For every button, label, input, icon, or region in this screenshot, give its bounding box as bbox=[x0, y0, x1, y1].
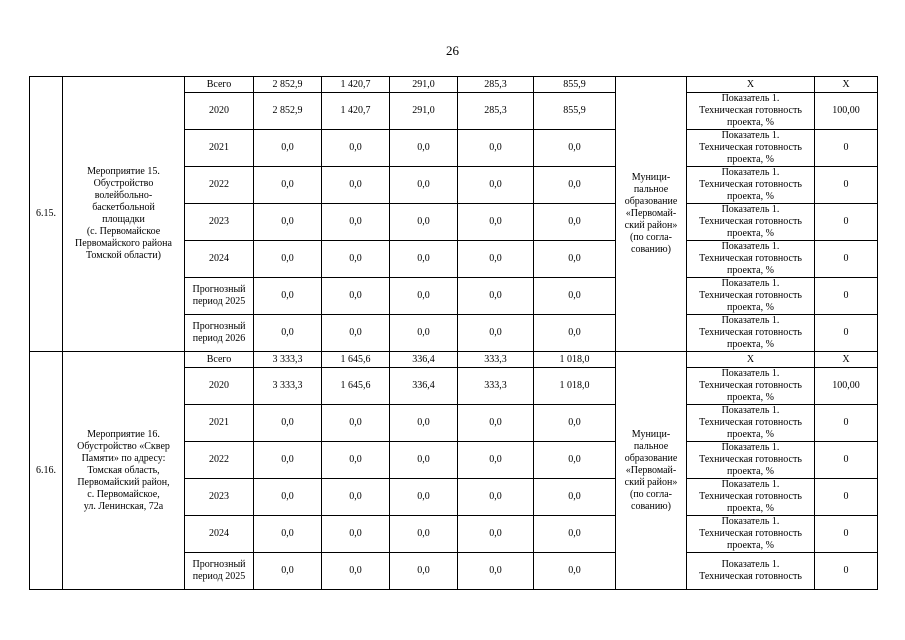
amount-cell: 1 018,0 bbox=[534, 352, 616, 368]
indicator-line: Техническая готовность bbox=[699, 327, 802, 338]
description-line: Обустройство «Сквер bbox=[77, 440, 170, 452]
indicator-line: проекта, % bbox=[727, 265, 774, 276]
indicator-line: Показатель 1. bbox=[721, 204, 780, 215]
amount-cell: 0,0 bbox=[458, 241, 534, 278]
amount-cell: 0,0 bbox=[458, 442, 534, 479]
table-body bbox=[30, 77, 878, 590]
amount-cell: 291,0 bbox=[390, 77, 458, 93]
amount-cell: 0,0 bbox=[534, 442, 616, 479]
amount-cell: 0,0 bbox=[390, 315, 458, 352]
amount-cell: 0,0 bbox=[254, 479, 322, 516]
period-line: период 2025 bbox=[192, 571, 246, 582]
executor-line: Муници- bbox=[631, 172, 671, 183]
indicator-line: Техническая готовность bbox=[699, 528, 802, 539]
amount-cell: 3 333,3 bbox=[254, 352, 322, 368]
executor-line: сованию) bbox=[631, 244, 671, 255]
table-row bbox=[30, 352, 878, 368]
amount-cell: 291,0 bbox=[390, 93, 458, 130]
indicator-line: проекта, % bbox=[727, 154, 774, 165]
indicator-line: проекта, % bbox=[727, 503, 774, 514]
amount-cell: 0,0 bbox=[390, 442, 458, 479]
executor-line: «Первомай- bbox=[625, 208, 677, 219]
period-line: Прогнозный bbox=[192, 284, 246, 295]
amount-cell: 0,0 bbox=[534, 553, 616, 590]
amount-cell: 0,0 bbox=[254, 315, 322, 352]
executor-cell bbox=[616, 77, 687, 352]
amount-cell: 0,0 bbox=[322, 442, 390, 479]
indicator-value-cell: 100,00 bbox=[815, 93, 878, 130]
executor-line: пальное bbox=[633, 184, 669, 195]
amount-cell: 336,4 bbox=[390, 352, 458, 368]
period-cell bbox=[185, 241, 254, 278]
amount-cell: 0,0 bbox=[254, 130, 322, 167]
indicator-line: Техническая готовность bbox=[699, 142, 802, 153]
indicator-line: Техническая готовность bbox=[699, 179, 802, 190]
indicator-value-cell: 0 bbox=[815, 315, 878, 352]
amount-cell: 0,0 bbox=[458, 553, 534, 590]
amount-cell: 0,0 bbox=[254, 516, 322, 553]
period-cell bbox=[185, 278, 254, 315]
description-line: (с. Первомайское bbox=[86, 226, 161, 237]
indicator-line: Показатель 1. bbox=[721, 241, 780, 252]
amount-cell: 0,0 bbox=[254, 405, 322, 442]
amount-cell: 1 645,6 bbox=[322, 352, 390, 368]
indicator-line: Показатель 1. bbox=[721, 278, 780, 289]
indicator-cell bbox=[687, 241, 815, 278]
indicator-cell bbox=[687, 368, 815, 405]
period-line: период 2025 bbox=[192, 296, 246, 307]
period-line: Всего bbox=[206, 353, 232, 365]
indicator-line: Показатель 1. bbox=[721, 479, 780, 490]
period-cell bbox=[185, 93, 254, 130]
indicator-value-cell: 0 bbox=[815, 516, 878, 553]
indicator-value-cell: 0 bbox=[815, 405, 878, 442]
indicator-cell: Х bbox=[687, 77, 815, 93]
amount-cell: 0,0 bbox=[534, 167, 616, 204]
indicator-cell bbox=[687, 93, 815, 130]
amount-cell: 0,0 bbox=[322, 204, 390, 241]
indicator-line: Показатель 1. bbox=[721, 516, 780, 527]
amount-cell: 0,0 bbox=[458, 278, 534, 315]
indicator-value-cell: 0 bbox=[815, 130, 878, 167]
period-cell bbox=[185, 553, 254, 590]
indicator-value-cell: 0 bbox=[815, 241, 878, 278]
table-row bbox=[30, 77, 878, 93]
executor-cell bbox=[616, 352, 687, 590]
executor-line: образование bbox=[624, 196, 678, 207]
indicator-value-cell: 0 bbox=[815, 479, 878, 516]
period-line: 2020 bbox=[209, 105, 229, 116]
indicator-line: Показатель 1. bbox=[721, 405, 780, 416]
indicator-line: проекта, % bbox=[727, 339, 774, 350]
period-line: 2022 bbox=[209, 179, 229, 190]
amount-cell: 1 645,6 bbox=[322, 368, 390, 405]
amount-cell: 0,0 bbox=[390, 130, 458, 167]
description-line: Мероприятие 16. bbox=[87, 428, 160, 440]
indicator-line: проекта, % bbox=[727, 392, 774, 403]
indicator-cell bbox=[687, 553, 815, 590]
indicator-cell bbox=[687, 130, 815, 167]
period-cell bbox=[185, 130, 254, 167]
description-line: Обустройство bbox=[93, 178, 154, 189]
amount-cell: 0,0 bbox=[254, 442, 322, 479]
indicator-line: Показатель 1. bbox=[721, 559, 780, 570]
description-line: Томская область, bbox=[87, 464, 160, 476]
amount-cell: 336,4 bbox=[390, 368, 458, 405]
period-cell bbox=[185, 352, 254, 368]
indicator-line: Показатель 1. bbox=[721, 167, 780, 178]
executor-line: Муници- bbox=[631, 428, 671, 440]
amount-cell: 0,0 bbox=[322, 241, 390, 278]
indicator-line: Техническая готовность bbox=[699, 253, 802, 264]
amount-cell: 0,0 bbox=[390, 278, 458, 315]
amount-cell: 0,0 bbox=[458, 130, 534, 167]
indicator-line: Техническая готовность bbox=[699, 571, 802, 582]
item-number-cell: 6.16. bbox=[30, 352, 63, 590]
amount-cell: 1 420,7 bbox=[322, 77, 390, 93]
amount-cell: 333,3 bbox=[458, 352, 534, 368]
executor-line: ский район» bbox=[624, 220, 678, 231]
period-line: Прогнозный bbox=[192, 559, 246, 570]
indicator-value-cell: 0 bbox=[815, 553, 878, 590]
description-line: волейбольно- bbox=[94, 190, 153, 201]
indicator-value-cell: 0 bbox=[815, 278, 878, 315]
description-line: Томской области) bbox=[86, 250, 161, 261]
indicator-line: проекта, % bbox=[727, 191, 774, 202]
amount-cell: 285,3 bbox=[458, 77, 534, 93]
amount-cell: 0,0 bbox=[534, 315, 616, 352]
amount-cell: 0,0 bbox=[458, 516, 534, 553]
description-line: баскетбольной bbox=[92, 202, 155, 213]
indicator-cell bbox=[687, 315, 815, 352]
indicator-cell bbox=[687, 479, 815, 516]
amount-cell: 0,0 bbox=[322, 405, 390, 442]
indicator-value-cell: 0 bbox=[815, 204, 878, 241]
amount-cell: 0,0 bbox=[534, 516, 616, 553]
indicator-line: проекта, % bbox=[727, 429, 774, 440]
program-activities-table bbox=[29, 76, 878, 590]
period-line: 2020 bbox=[209, 380, 229, 391]
period-cell bbox=[185, 516, 254, 553]
amount-cell: 0,0 bbox=[322, 167, 390, 204]
period-cell bbox=[185, 315, 254, 352]
indicator-cell bbox=[687, 204, 815, 241]
indicator-line: Показатель 1. bbox=[721, 442, 780, 453]
executor-line: «Первомай- bbox=[625, 464, 677, 476]
period-cell bbox=[185, 405, 254, 442]
indicator-line: Техническая готовность bbox=[699, 216, 802, 227]
period-line: 2022 bbox=[209, 454, 229, 465]
amount-cell: 0,0 bbox=[458, 479, 534, 516]
amount-cell: 0,0 bbox=[390, 405, 458, 442]
indicator-cell bbox=[687, 278, 815, 315]
indicator-line: проекта, % bbox=[727, 466, 774, 477]
description-line: площадки bbox=[102, 214, 145, 225]
amount-cell: 0,0 bbox=[458, 167, 534, 204]
indicator-cell: Х bbox=[687, 352, 815, 368]
amount-cell: 0,0 bbox=[254, 278, 322, 315]
amount-cell: 0,0 bbox=[254, 241, 322, 278]
amount-cell: 0,0 bbox=[322, 479, 390, 516]
amount-cell: 1 420,7 bbox=[322, 93, 390, 130]
amount-cell: 0,0 bbox=[534, 204, 616, 241]
period-cell bbox=[185, 167, 254, 204]
executor-line: сованию) bbox=[631, 500, 671, 512]
indicator-line: Техническая готовность bbox=[699, 491, 802, 502]
period-line: Всего bbox=[206, 78, 232, 90]
indicator-line: Техническая готовность bbox=[699, 290, 802, 301]
indicator-line: проекта, % bbox=[727, 302, 774, 313]
amount-cell: 0,0 bbox=[254, 204, 322, 241]
description-line: Первомайский район, bbox=[77, 476, 170, 488]
amount-cell: 0,0 bbox=[534, 241, 616, 278]
item-description-cell bbox=[63, 77, 185, 352]
item-number-cell: 6.15. bbox=[30, 77, 63, 352]
amount-cell: 1 018,0 bbox=[534, 368, 616, 405]
amount-cell: 0,0 bbox=[322, 516, 390, 553]
amount-cell: 0,0 bbox=[390, 204, 458, 241]
amount-cell: 0,0 bbox=[458, 405, 534, 442]
amount-cell: 855,9 bbox=[534, 93, 616, 130]
indicator-line: проекта, % bbox=[727, 228, 774, 239]
amount-cell: 2 852,9 bbox=[254, 93, 322, 130]
indicator-line: Техническая готовность bbox=[699, 454, 802, 465]
amount-cell: 0,0 bbox=[390, 516, 458, 553]
amount-cell: 0,0 bbox=[390, 553, 458, 590]
executor-line: образование bbox=[624, 452, 678, 464]
executor-line: (по согла- bbox=[630, 232, 672, 243]
indicator-cell bbox=[687, 442, 815, 479]
page-number: 26 bbox=[446, 43, 459, 58]
amount-cell: 855,9 bbox=[534, 77, 616, 93]
amount-cell: 0,0 bbox=[390, 167, 458, 204]
indicator-line: проекта, % bbox=[727, 117, 774, 128]
amount-cell: 285,3 bbox=[458, 93, 534, 130]
amount-cell: 0,0 bbox=[458, 204, 534, 241]
description-line: Памяти» по адресу: bbox=[81, 452, 166, 464]
amount-cell: 0,0 bbox=[390, 479, 458, 516]
period-cell bbox=[185, 368, 254, 405]
indicator-line: Показатель 1. bbox=[721, 315, 780, 326]
amount-cell: 333,3 bbox=[458, 368, 534, 405]
indicator-line: Показатель 1. bbox=[721, 130, 780, 141]
period-line: период 2026 bbox=[192, 333, 246, 344]
period-line: 2024 bbox=[209, 528, 229, 539]
amount-cell: 0,0 bbox=[322, 130, 390, 167]
indicator-cell bbox=[687, 405, 815, 442]
period-line: 2021 bbox=[209, 417, 229, 428]
period-cell bbox=[185, 77, 254, 93]
period-line: 2023 bbox=[209, 491, 229, 502]
indicator-value-cell: 0 bbox=[815, 167, 878, 204]
amount-cell: 0,0 bbox=[534, 278, 616, 315]
amount-cell: 0,0 bbox=[322, 553, 390, 590]
period-line: 2024 bbox=[209, 253, 229, 264]
executor-line: пальное bbox=[633, 440, 669, 452]
indicator-line: Техническая готовность bbox=[699, 105, 802, 116]
indicator-line: Показатель 1. bbox=[721, 368, 780, 379]
amount-cell: 0,0 bbox=[254, 553, 322, 590]
period-cell bbox=[185, 204, 254, 241]
amount-cell: 0,0 bbox=[534, 405, 616, 442]
description-line: Первомайского района bbox=[75, 238, 172, 249]
indicator-cell bbox=[687, 167, 815, 204]
indicator-line: Показатель 1. bbox=[721, 93, 780, 104]
amount-cell: 0,0 bbox=[534, 130, 616, 167]
indicator-value-cell: Х bbox=[815, 77, 878, 93]
indicator-value-cell: 0 bbox=[815, 442, 878, 479]
amount-cell: 0,0 bbox=[322, 278, 390, 315]
indicator-line: Техническая готовность bbox=[699, 380, 802, 391]
item-description-cell bbox=[63, 352, 185, 590]
description-line: с. Первомайское, bbox=[87, 488, 160, 500]
period-line: Прогнозный bbox=[192, 321, 246, 332]
description-line: Мероприятие 15. bbox=[87, 166, 160, 177]
amount-cell: 0,0 bbox=[254, 167, 322, 204]
period-cell bbox=[185, 442, 254, 479]
indicator-value-cell: 100,00 bbox=[815, 368, 878, 405]
indicator-cell bbox=[687, 516, 815, 553]
amount-cell: 0,0 bbox=[458, 315, 534, 352]
indicator-line: проекта, % bbox=[727, 540, 774, 551]
amount-cell: 3 333,3 bbox=[254, 368, 322, 405]
period-cell bbox=[185, 479, 254, 516]
amount-cell: 0,0 bbox=[390, 241, 458, 278]
period-line: 2021 bbox=[209, 142, 229, 153]
amount-cell: 0,0 bbox=[322, 315, 390, 352]
indicator-line: Техническая готовность bbox=[699, 417, 802, 428]
amount-cell: 2 852,9 bbox=[254, 77, 322, 93]
indicator-value-cell: Х bbox=[815, 352, 878, 368]
amount-cell: 0,0 bbox=[534, 479, 616, 516]
executor-line: (по согла- bbox=[630, 488, 672, 500]
executor-line: ский район» bbox=[624, 476, 678, 488]
description-line: ул. Ленинская, 72а bbox=[83, 500, 164, 512]
period-line: 2023 bbox=[209, 216, 229, 227]
